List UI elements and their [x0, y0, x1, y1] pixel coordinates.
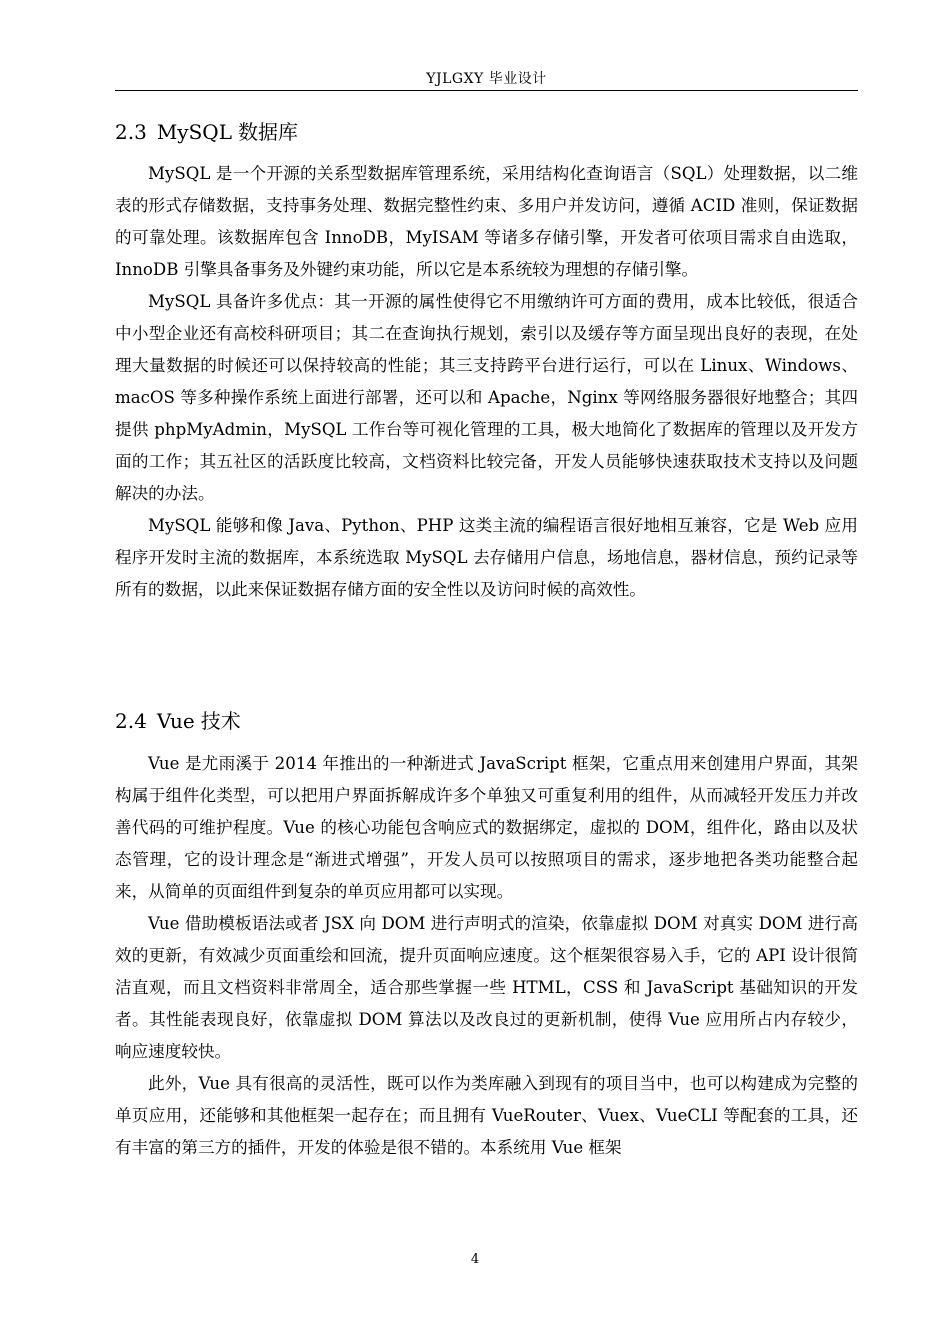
header-rule	[115, 90, 858, 91]
section-title-latin: MySQL	[156, 120, 232, 144]
section-heading-2-4	[115, 708, 241, 734]
paragraph: MySQL 能够和像 Java、Python、PHP 这类主流的编程语言很好地相互兼容，它是 Web 应用程序开发时主流的数据库，本系统选取 MySQL 去存储用户信息，场地信息，器材信息，预约记录等所有的数据，以此来保证数据存储方面的安全性以及访问时候的高效性。	[115, 516, 858, 599]
paragraph: 此外，Vue 具有很高的灵活性，既可以作为类库融入到现有的项目当中，也可以构建成为完整的单页应用，还能够和其他框架一起存在；而且拥有 VueRouter、Vuex、VueCLI 等配套的工具，还有丰富的第三方的插件，开发的体验是很不错的。本系统用 Vue 框架	[115, 1074, 858, 1157]
paragraph: Vue 借助模板语法或者 JSX 向 DOM 进行声明式的渲染，依靠虚拟 DOM 对真实 DOM 进行高效的更新，有效减少页面重绘和回流，提升页面响应速度。这个框架很容易入手，它的 API 设计很简洁直观，而且文档资料非常周全，适合那些掌握一些 HTML，CSS 和 JavaScript 基础知识的开发者。其性能表现良好，依靠虚拟 DOM 算法以及改良过的更新机制，使得 Vue 应用所占内存较少，响应速度较快。	[115, 914, 858, 1061]
paragraph: Vue 是尤雨溪于 2014 年推出的一种渐进式 JavaScript 框架，它重点用来创建用户界面，其架构属于组件化类型，可以把用户界面拆解成许多个单独又可重复利用的组件，从而减轻开发压力并改善代码的可维护程度。Vue 的核心功能包含响应式的数据绑定，虚拟的 DOM，组件化，路由以及状态管理，它的设计理念是“渐进式增强”，开发人员可以按照项目的需求，逐步地把各类功能整合起来，从简单的页面组件到复杂的单页应用都可以实现。	[115, 754, 858, 901]
section-2-4-body	[115, 748, 858, 1164]
page-header: YJLGXY 毕业设计	[426, 71, 547, 87]
section-heading-2-3	[115, 119, 298, 145]
section-number: 2.4	[115, 709, 147, 733]
section-2-3-body	[115, 158, 858, 606]
section-title-latin: Vue	[156, 709, 195, 733]
page-number: 4	[470, 1252, 480, 1267]
paragraph: MySQL 是一个开源的关系型数据库管理系统，采用结构化查询语言（SQL）处理数据，以二维表的形式存储数据，支持事务处理、数据完整性约束、多用户并发访问，遵循 ACID 准则，保证数据的可靠处理。该数据库包含 InnoDB，MyISAM 等诸多存储引擎，开发者可依项目需求自由选取，InnoDB 引擎具备事务及外键约束功能，所以它是本系统较为理想的存储引擎。	[115, 164, 858, 279]
section-title-zh: 技术	[200, 709, 241, 733]
paragraph: MySQL 具备许多优点：其一开源的属性使得它不用缴纳许可方面的费用，成本比较低，很适合中小型企业还有高校科研项目；其二在查询执行规划，索引以及缓存等方面呈现出良好的表现，在处理大量数据的时候还可以保持较高的性能；其三支持跨平台进行运行，可以在 Linux、Windows、macOS 等多种操作系统上面进行部署，还可以和 Apache，Nginx 等网络服务器很好地整合；其四提供 phpMyAdmin，MySQL 工作台等可视化管理的工具，极大地简化了数据库的管理以及开发方面的工作；其五社区的活跃度比较高，文档资料比较完备，开发人员能够快速获取技术支持以及问题解决的办法。	[115, 292, 858, 503]
section-number: 2.3	[115, 120, 147, 144]
section-title-zh: 数据库	[237, 120, 298, 144]
